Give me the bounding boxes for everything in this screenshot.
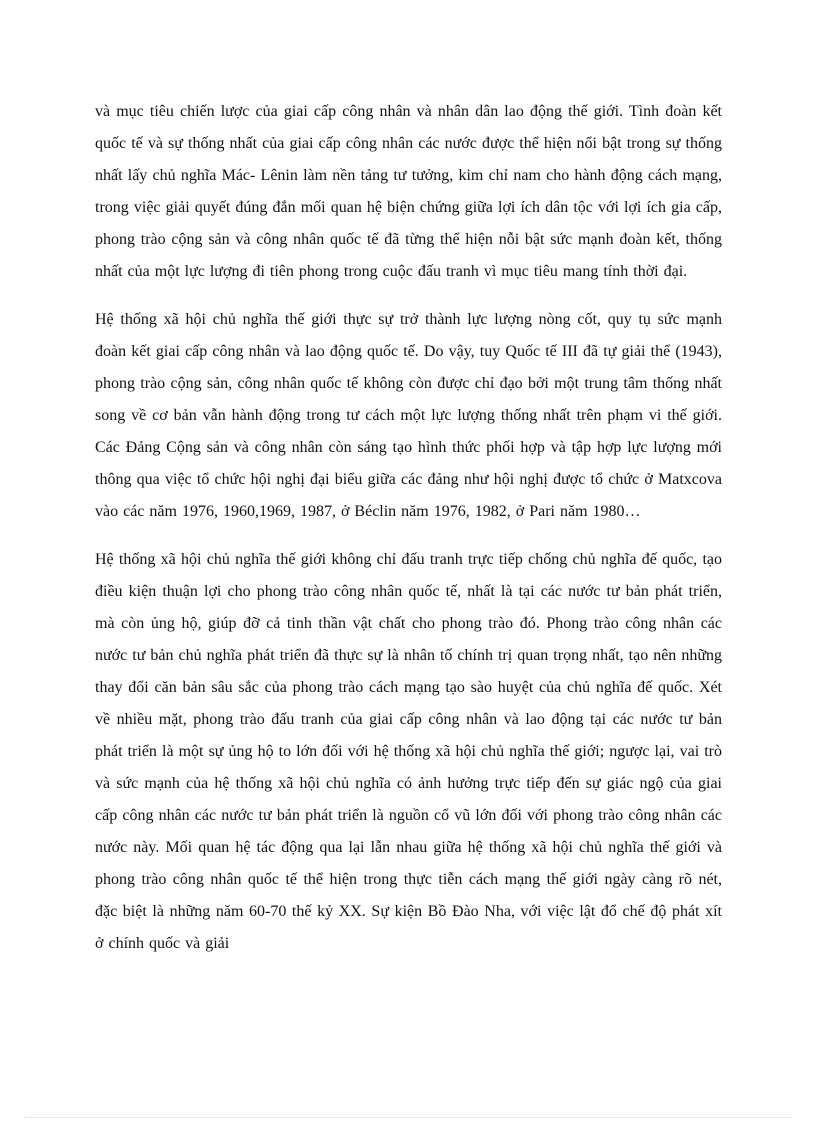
paragraph-3: Hệ thống xã hội chủ nghĩa thế giới không chỉ đấu tranh trực tiếp chống chủ nghĩa đế quốc, tạo điều kiện thuận lợi cho phong trào công nhân quốc tế, nhất là tại các nước tư bản phát triển, mà còn ủng hộ, giúp đỡ cả tinh thần vật chất cho phong trào đó. Phong trào công nhân các nước tư bản chủ nghĩa phát triển đã thực sự là nhân tố chính trị quan trọng nhất, tạo nên những thay đổi căn bản sâu sắc của phong trào cách mạng tạo sào huyệt của chủ nghĩa đế quốc. Xét về nhiều mặt, phong trào đấu tranh của giai cấp công nhân và lao động tại các nước tư bản phát triển là một sự ủng hộ to lớn đối với hệ thống xã hội chủ nghĩa thế giới; ngược lại, vai trò và sức mạnh của hệ thống xã hội chủ nghĩa có ảnh hưởng trực tiếp đến sự giác ngộ của giai cấp công nhân các nước tư bản phát triển là nguồn cổ vũ lớn đối với phong trào công nhân các nước này. Mối quan hệ tác động qua lại lẫn nhau giữa hệ thống xã hội chủ nghĩa thế giới và phong trào công nhân quốc tế thể hiện trong thực tiễn cách mạng thế giới ngày càng rõ nét, đặc biệt là những năm 60-70 thế kỷ XX. Sự kiện Bồ Đào Nha, với việc lật đổ chế độ phát xít ở chính quốc và giải bbox=[95, 551, 722, 952]
paragraph-1: và mục tiêu chiến lược của giai cấp công nhân và nhân dân lao động thế giới. Tình đoàn kết quốc tế và sự thống nhất của giai cấp công nhân các nước được thể hiện nổi bật trong sự thống nhất lấy chủ nghĩa Mác- Lênin làm nền tảng tư tưởng, kim chỉ nam cho hành động cách mạng, trong việc giải quyết đúng đắn mối quan hệ biện chứng giữa lợi ích dân tộc với lợi ích gia cấp, phong trào cộng sản và công nhân quốc tế đã từng thể hiện nỗi bật sức mạnh đoàn kết, thống nhất của một lực lượng đi tiên phong trong cuộc đấu tranh vì mục tiêu mang tính thời đại. bbox=[95, 103, 722, 280]
paragraph-2: Hệ thống xã hội chủ nghĩa thế giới thực sự trở thành lực lượng nòng cốt, quy tụ sức mạnh đoàn kết giai cấp công nhân và lao động quốc tế. Do vậy, tuy Quốc tế III đã tự giải thể (1943), phong trào cộng sản, công nhân quốc tế không còn được chỉ đạo bởi một trung tâm thống nhất song về cơ bản vẫn hành động trong tư cách một lực lượng thống nhất trên phạm vi thế giới. Các Đảng Cộng sản và công nhân còn sáng tạo hình thức phối hợp và tập hợp lực lượng mới thông qua việc tổ chức hội nghị đại biểu giữa các đảng như hội nghị được tổ chức ở Matxcova vào các năm 1976, 1960,1969, 1987, ở Béclin năm 1976, 1982, ở Pari năm 1980… bbox=[95, 311, 722, 520]
page-bottom-divider bbox=[24, 1117, 792, 1118]
document-body bbox=[95, 96, 722, 976]
